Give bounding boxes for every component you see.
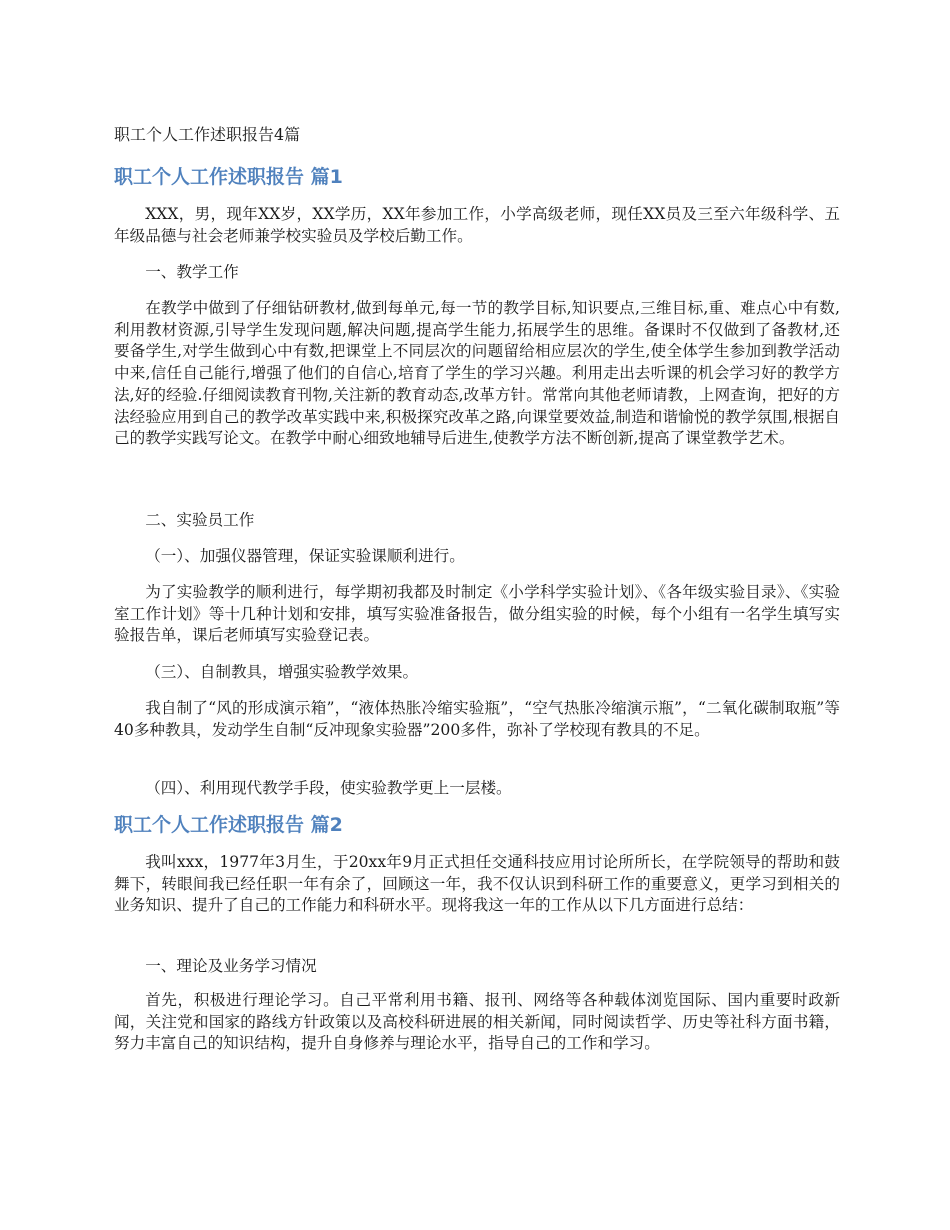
subheading-teaching-aids: （三）、自制教具，增强实验教学效果。 <box>145 663 419 681</box>
subheading-theory-study: 一、理论及业务学习情况 <box>145 957 317 975</box>
paragraph-theory-study: 首先，积极进行理论学习。自己平常利用书籍、报刊、网络等各种载体浏览国际、国内重要时政新闻，关注党和国家的路线方针政策以及高校科研进展的相关新闻，同时阅读哲学、历史等社科方面书籍，努力丰富自己的知识结构，提升自身修养与理论水平，指导自己的工作和学习。 <box>114 991 840 1053</box>
paragraph-lab-plans: 为了实验教学的顺利进行，每学期初我都及时制定《小学科学实验计划》、《各年级实验目录》、《实验室工作计划》等十几种计划和安排，填写实验准备报告，做分组实验的时候，每个小组有一名学生填写实验报告单，课后老师填写实验登记表。 <box>114 583 840 645</box>
paragraph-intro: XXX，男，现年XX岁，XX学历，XX年参加工作，小学高级老师，现任XX员及三至六年级科学、五年级品德与社会老师兼学校实验员及学校后勤工作。 <box>114 205 840 245</box>
paragraph-teaching-aids: 我自制了“风的形成演示箱”，“液体热胀冷缩实验瓶”，“空气热胀冷缩演示瓶”，“二氧化碳制取瓶”等40多种教具，发动学生自制“反冲现象实验器”200多件，弥补了学校现有教具的不足。 <box>114 699 840 739</box>
section-heading-2: 职工个人工作述职报告 篇2 <box>114 814 343 836</box>
subheading-teaching-work: 一、教学工作 <box>145 263 239 281</box>
document-title: 职工个人工作述职报告4篇 <box>114 125 301 144</box>
subheading-lab-work: 二、实验员工作 <box>145 511 255 529</box>
paragraph-teaching: 在教学中做到了仔细钻研教材,做到每单元,每一节的教学目标,知识要点,三维目标,重、难点心中有数,利用教材资源,引导学生发现问题,解决问题,提高学生能力,拓展学生的思维。备课时不仅做到了备教材,还要备学生,对学生做到心中有数,把课堂上不同层次的问题留给相应层次的学生,使全体学生参加到教学活动中来,信任自己能行,增强了他们的自信心,培育了学生的学习兴趣。利用走出去听课的机会学习好的教学方法,好的经验.仔细阅读教育刊物,关注新的教育动态,改革方针。常常向其他老师请教，上网查询，把好的方法经验应用到自己的教学改革实践中来,积极探究改革之路,向课堂要效益,制造和谐愉悦的教学氛围,根据自己的教学实践写论文。在教学中耐心细致地辅导后进生,使教学方法不断创新,提高了课堂教学艺术。 <box>114 299 840 448</box>
section-heading-1: 职工个人工作述职报告 篇1 <box>114 166 343 188</box>
subheading-modern-methods: （四）、利用现代教学手段，使实验教学更上一层楼。 <box>145 779 512 797</box>
subheading-instrument-management: （一）、加强仪器管理，保证实验课顺利进行。 <box>145 547 465 565</box>
paragraph-self-introduction: 我叫xxx，1977年3月生，于20xx年9月正式担任交通科技应用讨论所所长，在学院领导的帮助和鼓舞下，转眼间我已经任职一年有余了，回顾这一年，我不仅认识到科研工作的重要意义，更学习到相关的业务知识、提升了自己的工作能力和科研水平。现将我这一年的工作从以下几方面进行总结： <box>114 853 840 915</box>
